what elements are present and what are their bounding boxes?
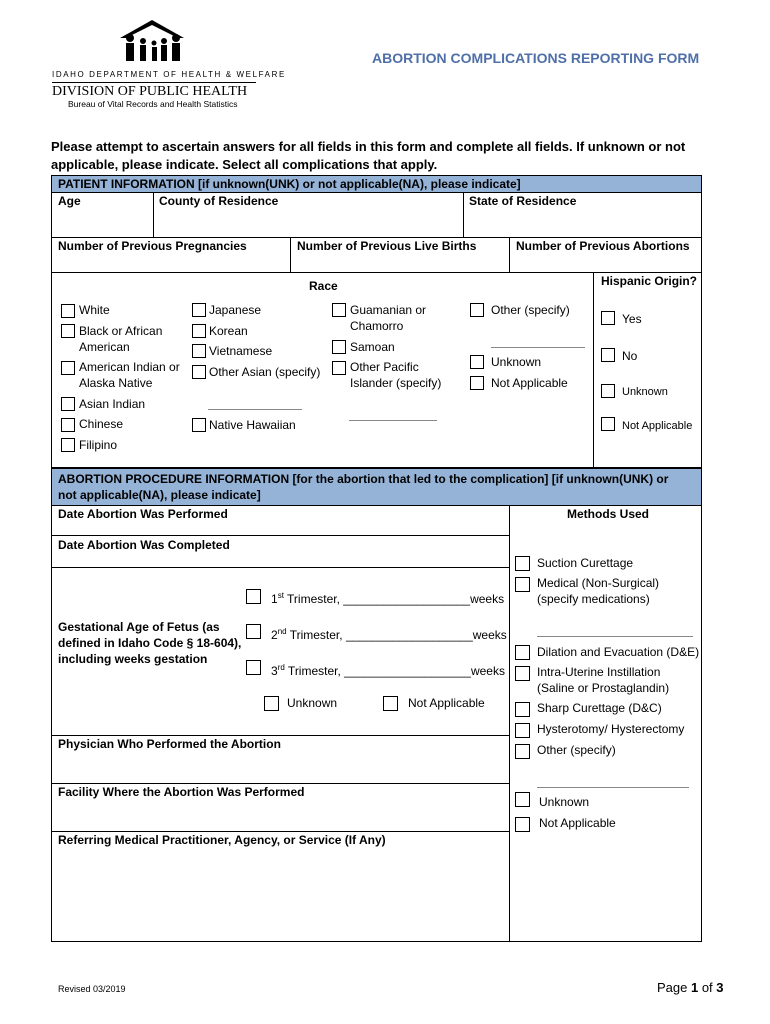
race-american-indian-checkbox[interactable] [61,361,75,375]
method-instillation-checkbox[interactable] [515,666,530,681]
race-samoan-checkbox[interactable] [332,340,346,354]
race-filipino-label: Filipino [79,438,118,452]
race-american-indian-label-2: Alaska Native [79,376,153,390]
method-de-checkbox[interactable] [515,645,530,660]
race-black-label-1: Black or African [79,324,163,338]
method-instillation-label-2: (Saline or Prostaglandin) [537,681,670,695]
gestational-age-label-3: including weeks gestation [58,652,208,666]
method-suction-checkbox[interactable] [515,556,530,571]
race-na-checkbox[interactable] [470,376,484,390]
method-other-specify-line[interactable] [537,787,689,788]
idhw-family-logo [116,16,188,64]
method-instillation-label-1: Intra-Uterine Instillation [537,665,661,679]
procedure-heading-line-1: ABORTION PROCEDURE INFORMATION [for the abortion that led to the complication] [if unknown(UNK) or [58,472,669,486]
race-korean-checkbox[interactable] [192,324,206,338]
referring-label: Referring Medical Practitioner, Agency, or Service (If Any) [58,833,386,847]
method-sharp-curettage-label: Sharp Curettage (D&C) [537,701,662,715]
method-medical-label-1: Medical (Non-Surgical) [537,576,660,590]
race-white-checkbox[interactable] [61,304,75,318]
facility-label: Facility Where the Abortion Was Performed [58,785,305,799]
method-medical-label-2: (specify medications) [537,592,650,606]
method-unknown-checkbox[interactable] [515,792,530,807]
method-hysterotomy-checkbox[interactable] [515,723,530,738]
prev-live-births-field[interactable] [291,254,508,271]
method-other-label: Other (specify) [537,743,616,757]
revised-date: Revised 03/2019 [58,984,126,994]
date-completed-label: Date Abortion Was Completed [58,538,230,552]
prev-abortions-label: Number of Previous Abortions [516,239,690,253]
physician-label: Physician Who Performed the Abortion [58,737,281,751]
race-other-specify-line[interactable] [491,347,585,348]
race-asian-indian-checkbox[interactable] [61,397,75,411]
race-unknown-label: Unknown [491,355,542,369]
race-black-checkbox[interactable] [61,324,75,338]
race-vietnamese-label: Vietnamese [209,344,273,358]
race-american-indian-label-1: American Indian or [79,360,180,374]
race-other-asian-checkbox[interactable] [192,365,206,379]
medications-specify-line[interactable] [537,636,693,637]
race-black-label-2: American [79,340,130,354]
prev-abortions-field[interactable] [510,254,701,271]
procedure-heading-line-2: not applicable(NA), please indicate] [58,488,261,502]
gestation-na-checkbox[interactable] [383,696,398,711]
trimester-2-label: 2nd Trimester, ___________________weeks [271,627,507,642]
hispanic-label: Hispanic Origin? [601,274,698,288]
physician-field[interactable] [52,752,508,782]
trimester-3-checkbox[interactable] [246,660,261,675]
race-other-pacific-label-2: Islander (specify) [350,376,442,390]
gestational-age-label-1: Gestational Age of Fetus (as [58,620,220,634]
race-guamanian-label-1: Guamanian or [350,303,427,317]
trimester-1-checkbox[interactable] [246,589,261,604]
race-other-asian-label: Other Asian (specify) [209,365,321,379]
gestation-unknown-checkbox[interactable] [264,696,279,711]
prev-live-births-label: Number of Previous Live Births [297,239,477,253]
race-japanese-checkbox[interactable] [192,303,206,317]
method-suction-label: Suction Curettage [537,556,634,570]
race-chinese-checkbox[interactable] [61,418,75,432]
method-na-checkbox[interactable] [515,817,530,832]
hispanic-unknown-checkbox[interactable] [601,384,615,398]
method-na-label: Not Applicable [539,816,616,830]
agency-line: IDAHO DEPARTMENT OF HEALTH & WELFARE [52,70,286,79]
trimester-3-label: 3rd Trimester, ___________________weeks [271,663,505,678]
hispanic-no-checkbox[interactable] [601,348,615,362]
state-field[interactable] [464,210,701,236]
form-title: ABORTION COMPLICATIONS REPORTING FORM [372,50,700,66]
patient-section-heading [51,175,702,193]
method-hysterotomy-label: Hysterotomy/ Hysterectomy [537,722,685,736]
hispanic-no-label: No [622,349,638,363]
instructions-line-2: applicable, please indicate. Select all complications that apply. [51,157,438,172]
race-japanese-label: Japanese [209,303,262,317]
county-field[interactable] [154,210,462,236]
methods-used-label: Methods Used [567,507,650,521]
prev-pregnancies-label: Number of Previous Pregnancies [58,239,247,253]
method-other-checkbox[interactable] [515,744,530,759]
other-asian-specify-line[interactable] [208,409,302,410]
gestation-na-label: Not Applicable [408,696,485,710]
page-number: Page 1 of 3 [657,980,724,995]
method-medical-checkbox[interactable] [515,577,530,592]
race-other-label: Other (specify) [491,303,570,317]
race-other-pacific-label-1: Other Pacific [350,360,419,374]
race-other-checkbox[interactable] [470,303,484,317]
county-label: County of Residence [159,194,279,208]
date-completed-field[interactable] [52,552,508,566]
instructions-line-1: Please attempt to ascertain answers for all fields in this form and complete all fields. If unknown or not [51,139,686,154]
hispanic-na-checkbox[interactable] [601,417,615,431]
race-native-hawaiian-checkbox[interactable] [192,418,206,432]
hispanic-yes-checkbox[interactable] [601,311,615,325]
race-vietnamese-checkbox[interactable] [192,344,206,358]
facility-field[interactable] [52,800,508,830]
method-unknown-label: Unknown [539,795,590,809]
gestation-unknown-label: Unknown [287,696,338,710]
race-native-hawaiian-label: Native Hawaiian [209,418,296,432]
hispanic-unknown-label: Unknown [622,386,668,398]
race-samoan-label: Samoan [350,340,395,354]
race-filipino-checkbox[interactable] [61,438,75,452]
other-pacific-specify-line[interactable] [349,420,437,421]
race-guamanian-label-2: Chamorro [350,319,404,333]
trimester-2-checkbox[interactable] [246,624,261,639]
trimester-1-label: 1st Trimester, ___________________weeks [271,591,505,606]
race-korean-label: Korean [209,324,248,338]
race-guamanian-checkbox[interactable] [332,303,346,317]
hispanic-yes-label: Yes [622,312,642,326]
age-field[interactable] [52,210,152,236]
patient-heading-text: PATIENT INFORMATION [if unknown(UNK) or not applicable(NA), please indicate] [58,177,521,191]
procedure-section-heading [51,468,702,506]
race-label: Race [309,279,338,293]
bureau-name: Bureau of Vital Records and Health Statistics [68,99,238,109]
race-asian-indian-label: Asian Indian [79,397,146,411]
hispanic-na-label: Not Applicable [622,420,693,432]
race-chinese-label: Chinese [79,417,124,431]
referring-field[interactable] [52,848,508,940]
race-unknown-checkbox[interactable] [470,355,484,369]
prev-pregnancies-field[interactable] [52,254,289,271]
race-white-label: White [79,303,110,317]
gestational-age-label-2: defined in Idaho Code § 18-604), [58,636,242,650]
date-performed-label: Date Abortion Was Performed [58,507,228,521]
age-label: Age [58,194,81,208]
state-label: State of Residence [469,194,577,208]
agency-rule [52,82,256,83]
race-na-label: Not Applicable [491,376,568,390]
race-other-pacific-checkbox[interactable] [332,361,346,375]
division-name: DIVISION OF PUBLIC HEALTH [52,84,248,99]
date-performed-field[interactable] [52,521,508,534]
method-sharp-curettage-checkbox[interactable] [515,702,530,717]
method-de-label: Dilation and Evacuation (D&E) [537,645,700,659]
